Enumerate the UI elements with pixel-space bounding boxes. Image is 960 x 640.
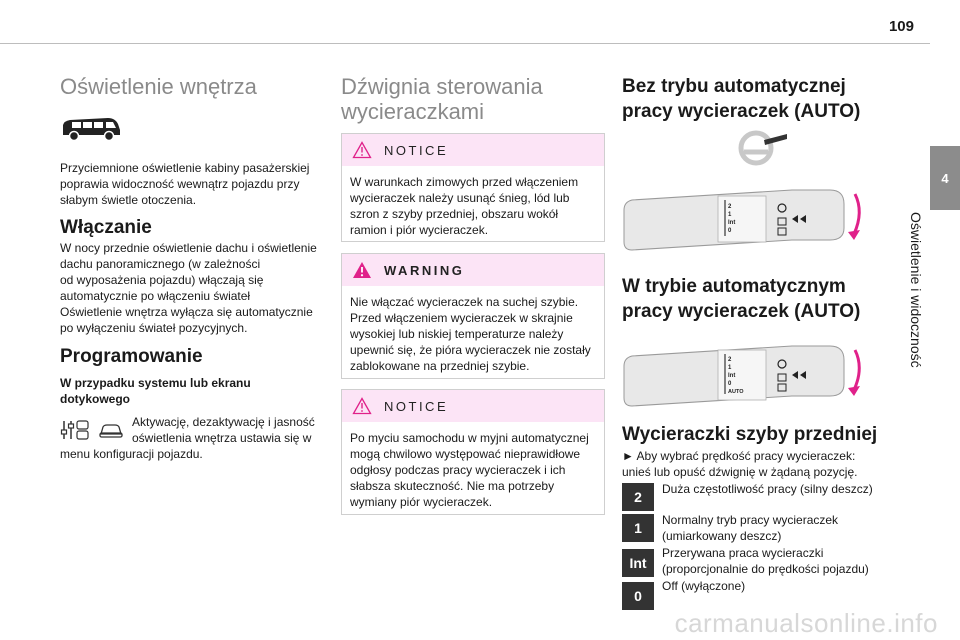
notice-line: szron z szyby przedniej, obszaru wokół bbox=[350, 207, 559, 221]
intro-line: słabym świetle otoczenia. bbox=[60, 193, 197, 207]
heading-front-wipers: Wycieraczki szyby przedniej bbox=[622, 424, 878, 445]
warning-triangle-icon bbox=[352, 261, 372, 279]
title-line: Dźwignia sterowania bbox=[341, 74, 543, 99]
warning-body bbox=[342, 286, 604, 382]
stalk-label-0: 0 bbox=[728, 228, 732, 234]
programming-text-a bbox=[132, 414, 324, 446]
mode-line: (umiarkowany deszcz) bbox=[662, 529, 782, 543]
stalk-label-1: 1 bbox=[728, 212, 732, 218]
prog-line: Aktywację, dezaktywację i jasność bbox=[132, 415, 315, 429]
heading-line: Bez trybu automatycznej bbox=[622, 76, 846, 97]
notice-box-winter bbox=[341, 133, 605, 242]
switch-paragraph bbox=[60, 240, 322, 336]
mode-badge-1: 1 bbox=[622, 514, 654, 542]
prog-line: oświetlenia wnętrza ustawia się w bbox=[132, 431, 312, 445]
mode-text bbox=[662, 545, 892, 577]
heading-line: W trybie automatycznym bbox=[622, 276, 846, 297]
stalk-label-2: 2 bbox=[728, 357, 732, 363]
warning-line: zablokowane na przedniej szybie. bbox=[350, 359, 530, 373]
notice-line: W warunkach zimowych przed włączeniem bbox=[350, 175, 579, 189]
steering-wheel-icon bbox=[730, 130, 790, 166]
top-divider bbox=[0, 43, 930, 44]
van-icon bbox=[60, 116, 122, 142]
switch-line: W nocy przednie oświetlenie dachu i oświetlenie bbox=[60, 241, 317, 255]
stalk-label-int: Int bbox=[728, 373, 736, 379]
chapter-title-text: Oświetlenie i widoczność bbox=[908, 212, 924, 368]
notice-line: słabsza skuteczność. Nie ma potrzeby bbox=[350, 479, 555, 493]
notice-triangle-icon bbox=[352, 141, 372, 159]
car-icon bbox=[98, 422, 124, 440]
notice-line: Po myciu samochodu w myjni automatycznej bbox=[350, 431, 589, 445]
settings-menu-icon bbox=[60, 418, 90, 442]
programming-subheading bbox=[60, 375, 322, 407]
mode-text bbox=[662, 578, 892, 594]
chapter-title bbox=[905, 212, 925, 402]
stalk-label-1: 1 bbox=[728, 365, 732, 371]
warning-line: Przed włączeniem wycieraczek w skrajnie bbox=[350, 311, 573, 325]
switch-line: po wyłączeniu świateł pozycyjnych. bbox=[60, 321, 248, 335]
mode-text bbox=[662, 481, 892, 497]
heading-switching-on: Włączanie bbox=[60, 217, 152, 238]
programming-text-b: menu konfiguracji pojazdu. bbox=[60, 447, 203, 461]
heading-without-auto bbox=[622, 74, 894, 124]
warning-box-dry-glass bbox=[341, 253, 605, 379]
notice-line: odgłosy podczas pracy wycieraczek i ich bbox=[350, 463, 566, 477]
section-title-interior-lighting: Oświetlenie wnętrza bbox=[60, 74, 257, 99]
notice-line: mogą chwilowo występować nieprawidłowe bbox=[350, 447, 581, 461]
mode-row-1 bbox=[622, 512, 882, 548]
mode-line: Normalny tryb pracy wycieraczek bbox=[662, 513, 839, 527]
notice-body bbox=[342, 166, 604, 246]
stalk-label-2: 2 bbox=[728, 204, 732, 210]
mode-line: Off (wyłączone) bbox=[662, 579, 746, 593]
notice-line: ramion i piór wycieraczek. bbox=[350, 223, 489, 237]
front-wipers-instruction bbox=[622, 448, 894, 480]
mode-badge-2: 2 bbox=[622, 483, 654, 511]
title-line: wycieraczkami bbox=[341, 99, 485, 124]
mode-badge-int: Int bbox=[622, 549, 654, 577]
stalk-label-auto: AUTO bbox=[728, 389, 744, 395]
chapter-tab[interactable]: 4 bbox=[930, 146, 960, 210]
warning-label: WARNING bbox=[384, 262, 465, 278]
stalk-label-0: 0 bbox=[728, 381, 732, 387]
intro-paragraph bbox=[60, 160, 322, 208]
heading-programming: Programowanie bbox=[60, 346, 203, 367]
subheading-line: dotykowego bbox=[60, 392, 131, 406]
notice-label: NOTICE bbox=[384, 142, 449, 158]
warning-header bbox=[342, 254, 604, 286]
instruction-line: ► Aby wybrać prędkość pracy wycieraczek: bbox=[622, 449, 856, 463]
warning-line: upewnić się, że pióra wycieraczek nie zostały bbox=[350, 343, 591, 357]
heading-with-auto bbox=[622, 274, 894, 324]
notice-line: wycieraczek należy usunąć śnieg, lód lub bbox=[350, 191, 570, 205]
section-title-wiper-stalk bbox=[341, 74, 605, 124]
wiper-stalk-illustration bbox=[622, 182, 867, 262]
switch-line: automatycznie po włączeniu świateł bbox=[60, 289, 251, 303]
intro-line: poprawia widoczność wewnątrz pojazdu przy bbox=[60, 177, 300, 191]
mode-text bbox=[662, 512, 892, 544]
mode-badge-0: 0 bbox=[622, 582, 654, 610]
mode-line: Duża częstotliwość pracy (silny deszcz) bbox=[662, 482, 873, 496]
subheading-line: W przypadku systemu lub ekranu bbox=[60, 376, 251, 390]
switch-line: Oświetlenie wnętrza wyłącza się automatycznie bbox=[60, 305, 313, 319]
heading-line: pracy wycieraczek (AUTO) bbox=[622, 101, 861, 122]
notice-body bbox=[342, 422, 604, 518]
mode-line: Przerywana praca wycieraczki bbox=[662, 546, 824, 560]
notice-header bbox=[342, 390, 604, 422]
notice-header bbox=[342, 134, 604, 166]
warning-line: wysokiej lub niskiej temperaturze należy bbox=[350, 327, 564, 341]
warning-line: Nie włączać wycieraczek na suchej szybie. bbox=[350, 295, 579, 309]
mode-line: (proporcjonalnie do prędkości pojazdu) bbox=[662, 562, 869, 576]
notice-label: NOTICE bbox=[384, 398, 449, 414]
intro-line: Przyciemnione oświetlenie kabiny pasażerskiej bbox=[60, 161, 310, 175]
wiper-stalk-auto-illustration bbox=[622, 338, 867, 418]
stalk-label-int: Int bbox=[728, 220, 736, 226]
page-number: 109 bbox=[888, 18, 914, 35]
switch-line: dachu panoramicznego (w zależności bbox=[60, 257, 261, 271]
watermark: carmanualsonline.info bbox=[674, 608, 938, 638]
mode-row-int bbox=[622, 545, 882, 581]
heading-line: pracy wycieraczek (AUTO) bbox=[622, 301, 861, 322]
instruction-line: unieś lub opuść dźwignię w żądaną pozycję. bbox=[622, 465, 858, 479]
notice-box-carwash bbox=[341, 389, 605, 515]
switch-line: od wyposażenia pojazdu) włączają się bbox=[60, 273, 264, 287]
notice-triangle-icon bbox=[352, 397, 372, 415]
notice-line: wymiany piór wycieraczek. bbox=[350, 495, 493, 509]
